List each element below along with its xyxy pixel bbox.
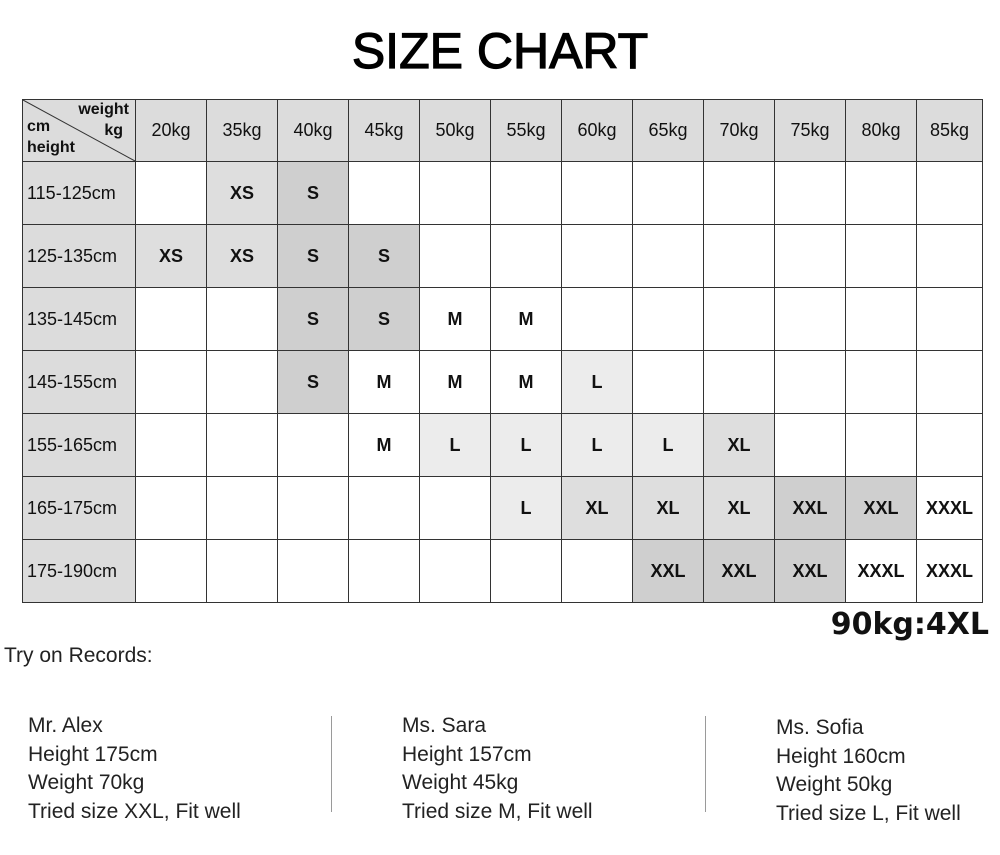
size-cell bbox=[136, 351, 207, 414]
weight-header: 80kg bbox=[846, 100, 917, 162]
size-cell: L bbox=[562, 414, 633, 477]
extra-size-note: 90kg:4XL bbox=[830, 607, 989, 642]
weight-header: 70kg bbox=[704, 100, 775, 162]
size-cell: XXL bbox=[775, 477, 846, 540]
size-cell: S bbox=[349, 288, 420, 351]
size-cell: XS bbox=[207, 225, 278, 288]
record-name: Mr. Alex bbox=[28, 714, 103, 737]
corner-cm-label: cm bbox=[27, 118, 51, 135]
table-row bbox=[23, 162, 983, 225]
table-row bbox=[23, 288, 983, 351]
size-cell bbox=[207, 414, 278, 477]
height-label: 145-155cm bbox=[23, 351, 136, 414]
height-label: 135-145cm bbox=[23, 288, 136, 351]
size-cell: S bbox=[278, 162, 349, 225]
size-cell bbox=[349, 540, 420, 603]
size-cell bbox=[846, 162, 917, 225]
size-cell bbox=[846, 414, 917, 477]
size-cell bbox=[775, 225, 846, 288]
height-label: 165-175cm bbox=[23, 477, 136, 540]
record-sofia bbox=[776, 714, 961, 828]
weight-header: 60kg bbox=[562, 100, 633, 162]
size-cell bbox=[633, 351, 704, 414]
record-weight: Weight 50kg bbox=[776, 773, 893, 796]
size-cell bbox=[349, 162, 420, 225]
size-cell bbox=[917, 162, 983, 225]
size-cell bbox=[917, 414, 983, 477]
size-cell: M bbox=[349, 414, 420, 477]
size-cell bbox=[562, 288, 633, 351]
size-cell: XL bbox=[704, 477, 775, 540]
size-cell bbox=[136, 288, 207, 351]
size-cell bbox=[136, 540, 207, 603]
size-cell: S bbox=[278, 351, 349, 414]
size-cell: XS bbox=[207, 162, 278, 225]
size-cell: M bbox=[491, 351, 562, 414]
record-sara bbox=[402, 712, 593, 826]
weight-header: 50kg bbox=[420, 100, 491, 162]
size-cell bbox=[562, 162, 633, 225]
size-cell bbox=[704, 162, 775, 225]
size-cell bbox=[633, 162, 704, 225]
table-row bbox=[23, 414, 983, 477]
size-cell bbox=[278, 540, 349, 603]
corner-height-label: height bbox=[27, 139, 75, 156]
size-cell bbox=[562, 540, 633, 603]
size-cell bbox=[491, 225, 562, 288]
height-label: 175-190cm bbox=[23, 540, 136, 603]
size-cell: S bbox=[278, 225, 349, 288]
size-cell bbox=[420, 225, 491, 288]
size-cell: XL bbox=[562, 477, 633, 540]
size-cell bbox=[704, 351, 775, 414]
size-cell bbox=[491, 540, 562, 603]
size-cell: M bbox=[491, 288, 562, 351]
size-cell bbox=[349, 477, 420, 540]
table-row bbox=[23, 477, 983, 540]
size-cell: XXL bbox=[633, 540, 704, 603]
size-cell: M bbox=[349, 351, 420, 414]
record-result: Tried size M, Fit well bbox=[402, 799, 593, 823]
size-cell bbox=[278, 414, 349, 477]
weight-header: 55kg bbox=[491, 100, 562, 162]
size-cell: S bbox=[278, 288, 349, 351]
weight-header: 85kg bbox=[917, 100, 983, 162]
size-cell bbox=[633, 288, 704, 351]
size-cell bbox=[491, 162, 562, 225]
size-cell bbox=[136, 477, 207, 540]
size-cell bbox=[917, 288, 983, 351]
size-cell bbox=[704, 288, 775, 351]
record-result: Tried size L, Fit well bbox=[776, 801, 961, 825]
size-cell: XL bbox=[633, 477, 704, 540]
weight-header: 20kg bbox=[136, 100, 207, 162]
weight-header: 75kg bbox=[775, 100, 846, 162]
size-cell bbox=[775, 351, 846, 414]
size-cell: XS bbox=[136, 225, 207, 288]
size-cell: XXL bbox=[704, 540, 775, 603]
size-cell: XXXL bbox=[917, 540, 983, 603]
size-cell: XL bbox=[704, 414, 775, 477]
record-name: Ms. Sofia bbox=[776, 716, 864, 739]
size-cell bbox=[633, 225, 704, 288]
size-chart-table bbox=[22, 99, 983, 603]
size-cell bbox=[278, 477, 349, 540]
size-cell bbox=[917, 351, 983, 414]
table-header-row bbox=[23, 100, 983, 162]
size-cell bbox=[917, 225, 983, 288]
size-cell: L bbox=[562, 351, 633, 414]
size-cell: L bbox=[420, 414, 491, 477]
height-label: 115-125cm bbox=[23, 162, 136, 225]
record-name: Ms. Sara bbox=[402, 714, 487, 737]
size-cell: XXXL bbox=[846, 540, 917, 603]
size-cell bbox=[846, 351, 917, 414]
size-cell bbox=[207, 540, 278, 603]
size-cell bbox=[420, 540, 491, 603]
record-weight: Weight 45kg bbox=[402, 771, 519, 794]
height-label: 155-165cm bbox=[23, 414, 136, 477]
table-row bbox=[23, 540, 983, 603]
size-cell bbox=[136, 162, 207, 225]
size-cell bbox=[207, 351, 278, 414]
size-cell bbox=[775, 162, 846, 225]
record-divider bbox=[331, 716, 332, 812]
size-cell bbox=[775, 288, 846, 351]
corner-weight-label: weight bbox=[78, 101, 129, 118]
size-cell bbox=[704, 225, 775, 288]
height-label: 125-135cm bbox=[23, 225, 136, 288]
corner-kg-label: kg bbox=[104, 122, 123, 139]
size-cell bbox=[846, 288, 917, 351]
size-cell: L bbox=[491, 477, 562, 540]
records-heading: Try on Records: bbox=[4, 644, 153, 667]
size-cell: XXL bbox=[846, 477, 917, 540]
size-cell bbox=[207, 288, 278, 351]
record-divider bbox=[705, 716, 706, 812]
record-height: Height 175cm bbox=[28, 742, 158, 766]
size-cell bbox=[846, 225, 917, 288]
page-title: SIZE CHART bbox=[351, 23, 649, 79]
size-cell: S bbox=[349, 225, 420, 288]
record-weight: Weight 70kg bbox=[28, 771, 145, 794]
size-cell: XXL bbox=[775, 540, 846, 603]
weight-header: 45kg bbox=[349, 100, 420, 162]
size-cell: L bbox=[491, 414, 562, 477]
record-height: Height 157cm bbox=[402, 742, 532, 766]
size-cell bbox=[420, 162, 491, 225]
record-alex bbox=[28, 712, 241, 826]
record-height: Height 160cm bbox=[776, 744, 906, 768]
size-cell: XXXL bbox=[917, 477, 983, 540]
table-row bbox=[23, 351, 983, 414]
size-cell: M bbox=[420, 351, 491, 414]
weight-header: 35kg bbox=[207, 100, 278, 162]
size-cell bbox=[562, 225, 633, 288]
table-row bbox=[23, 225, 983, 288]
size-cell bbox=[207, 477, 278, 540]
size-cell bbox=[775, 414, 846, 477]
size-cell bbox=[420, 477, 491, 540]
weight-header: 65kg bbox=[633, 100, 704, 162]
record-result: Tried size XXL, Fit well bbox=[28, 799, 241, 823]
size-cell: L bbox=[633, 414, 704, 477]
size-cell: M bbox=[420, 288, 491, 351]
corner-cell bbox=[23, 100, 136, 162]
size-cell bbox=[136, 414, 207, 477]
weight-header: 40kg bbox=[278, 100, 349, 162]
